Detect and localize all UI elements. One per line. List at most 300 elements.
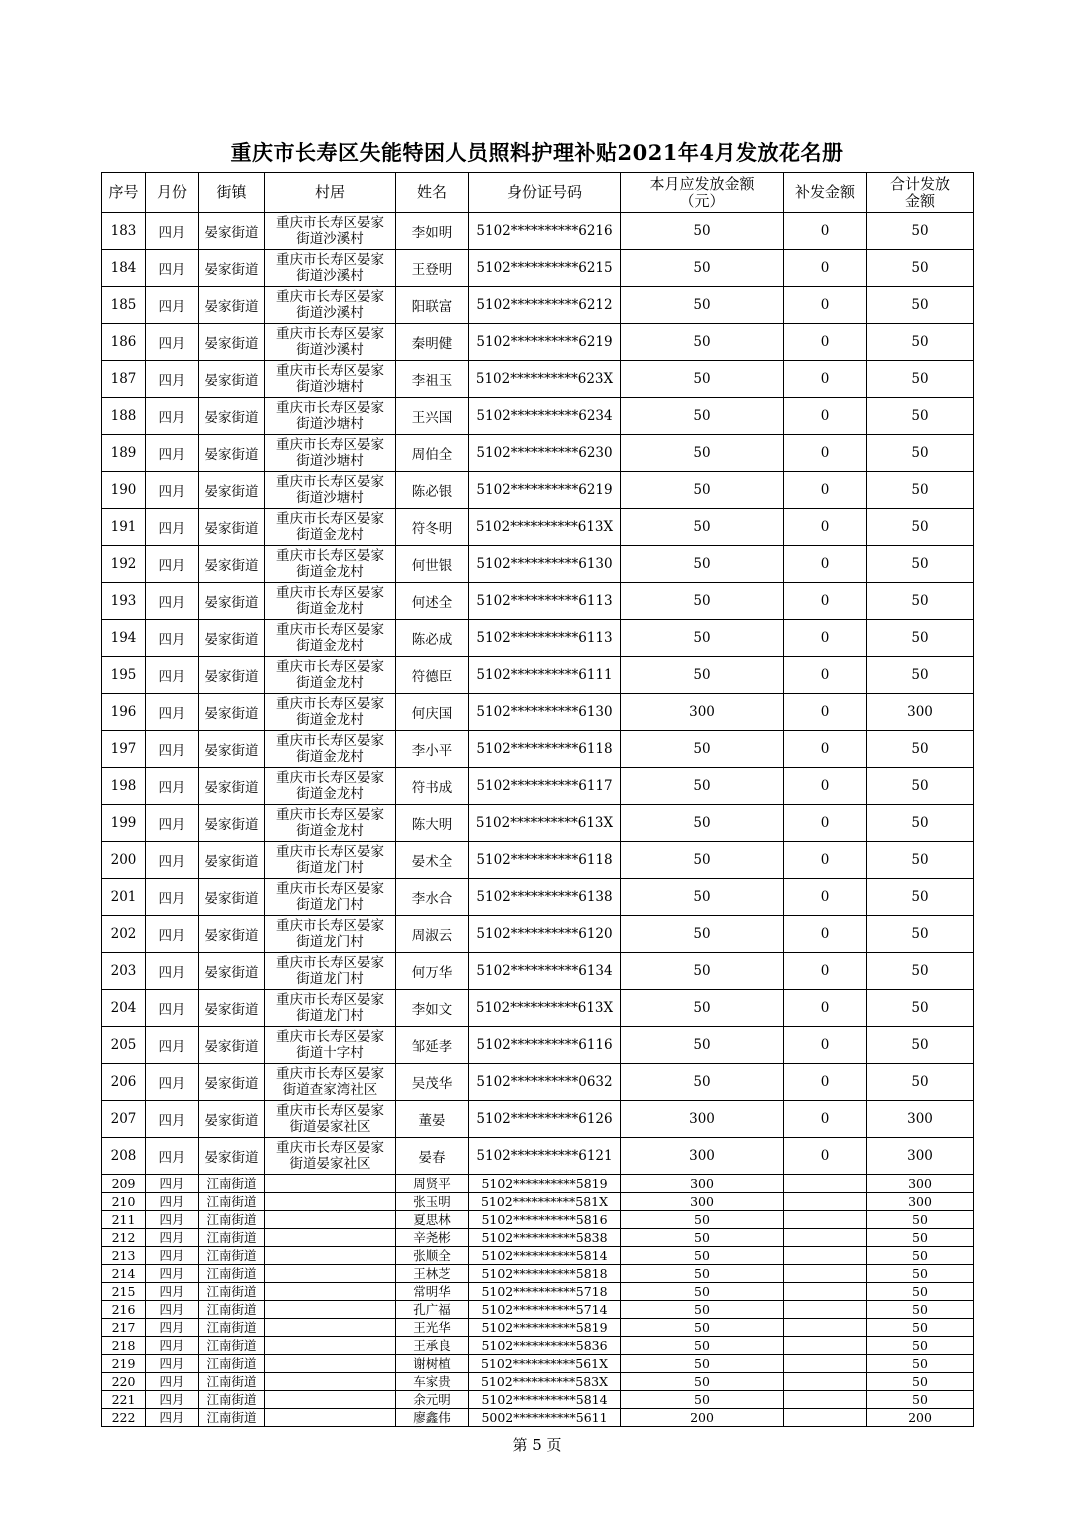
village-line: 街道龙门村 (296, 897, 364, 913)
cell-amount: 50 (621, 398, 784, 435)
cell-village (265, 953, 396, 990)
cell-village (265, 1101, 396, 1138)
cell-total: 50 (867, 842, 974, 879)
cell-amount: 50 (621, 1355, 784, 1373)
cell-month: 四月 (146, 1193, 199, 1211)
cell-total: 50 (867, 953, 974, 990)
cell-supplement: 0 (784, 1064, 867, 1101)
village-line: 街道沙塘村 (296, 453, 364, 469)
cell-total: 300 (867, 1138, 974, 1175)
cell-village (265, 1247, 396, 1265)
header-amount (621, 173, 784, 213)
village-line: 重庆市长寿区晏家 (276, 770, 384, 786)
cell-village (265, 583, 396, 620)
cell-total: 50 (867, 879, 974, 916)
cell-supplement: 0 (784, 1027, 867, 1064)
village-line: 街道金龙村 (296, 638, 364, 654)
cell-supplement: 0 (784, 213, 867, 250)
cell-id: 5102**********5714 (469, 1301, 621, 1319)
cell-no: 206 (102, 1064, 146, 1101)
cell-month: 四月 (146, 1355, 199, 1373)
village-line: 重庆市长寿区晏家 (276, 215, 384, 231)
cell-name: 吴茂华 (396, 1064, 469, 1101)
table-row (102, 1265, 974, 1283)
cell-month: 四月 (146, 250, 199, 287)
cell-id: 5102**********583X (469, 1373, 621, 1391)
cell-amount: 300 (621, 1193, 784, 1211)
table-row (102, 324, 974, 361)
cell-name: 晏春 (396, 1138, 469, 1175)
cell-supplement: 0 (784, 916, 867, 953)
cell-village (265, 1319, 396, 1337)
cell-supplement (784, 1229, 867, 1247)
cell-supplement (784, 1391, 867, 1409)
cell-month: 四月 (146, 1409, 199, 1427)
cell-id: 5102**********613X (469, 990, 621, 1027)
cell-amount: 50 (621, 620, 784, 657)
cell-town: 江南街道 (199, 1409, 265, 1427)
cell-month: 四月 (146, 287, 199, 324)
cell-village (265, 287, 396, 324)
cell-name: 陈必成 (396, 620, 469, 657)
cell-total: 50 (867, 1265, 974, 1283)
cell-amount: 50 (621, 657, 784, 694)
cell-village (265, 620, 396, 657)
table-row (102, 1373, 974, 1391)
cell-name: 何述全 (396, 583, 469, 620)
table-row (102, 1193, 974, 1211)
cell-total: 50 (867, 213, 974, 250)
cell-id: 5102**********5816 (469, 1211, 621, 1229)
cell-name: 李如文 (396, 990, 469, 1027)
cell-town: 江南街道 (199, 1211, 265, 1229)
cell-town: 晏家街道 (199, 768, 265, 805)
cell-amount: 50 (621, 213, 784, 250)
cell-amount: 50 (621, 287, 784, 324)
cell-supplement: 0 (784, 731, 867, 768)
cell-town: 晏家街道 (199, 546, 265, 583)
cell-amount: 50 (621, 1301, 784, 1319)
table-row (102, 398, 974, 435)
cell-village (265, 990, 396, 1027)
cell-id: 5102**********6118 (469, 842, 621, 879)
village-line: 重庆市长寿区晏家 (276, 585, 384, 601)
cell-name: 张顺全 (396, 1247, 469, 1265)
cell-amount: 50 (621, 1211, 784, 1229)
cell-village (265, 694, 396, 731)
village-line: 重庆市长寿区晏家 (276, 474, 384, 490)
table-row (102, 435, 974, 472)
cell-town: 江南街道 (199, 1319, 265, 1337)
cell-town: 晏家街道 (199, 842, 265, 879)
cell-id: 5102**********5814 (469, 1391, 621, 1409)
cell-id: 5102**********5836 (469, 1337, 621, 1355)
cell-amount: 50 (621, 842, 784, 879)
cell-town: 江南街道 (199, 1247, 265, 1265)
village-line: 重庆市长寿区晏家 (276, 400, 384, 416)
cell-supplement: 0 (784, 879, 867, 916)
cell-no: 200 (102, 842, 146, 879)
cell-supplement (784, 1265, 867, 1283)
village-line: 街道沙溪村 (296, 342, 364, 358)
header-town: 街镇 (199, 173, 265, 213)
cell-town: 晏家街道 (199, 435, 265, 472)
cell-name: 李小平 (396, 731, 469, 768)
village-line: 重庆市长寿区晏家 (276, 1140, 384, 1156)
cell-no: 212 (102, 1229, 146, 1247)
page-number: 第 5 页 (512, 1436, 562, 1454)
cell-town: 晏家街道 (199, 916, 265, 953)
cell-name: 李如明 (396, 213, 469, 250)
cell-supplement (784, 1337, 867, 1355)
cell-supplement: 0 (784, 805, 867, 842)
cell-month: 四月 (146, 1027, 199, 1064)
cell-month: 四月 (146, 324, 199, 361)
cell-village (265, 509, 396, 546)
cell-month: 四月 (146, 1301, 199, 1319)
cell-amount: 50 (621, 1027, 784, 1064)
village-line: 街道晏家社区 (289, 1119, 371, 1135)
cell-id: 5102**********6126 (469, 1101, 621, 1138)
cell-town: 晏家街道 (199, 1064, 265, 1101)
cell-no: 213 (102, 1247, 146, 1265)
cell-name: 阳联富 (396, 287, 469, 324)
village-line: 重庆市长寿区晏家 (276, 1029, 384, 1045)
cell-amount: 50 (621, 1373, 784, 1391)
cell-id: 5102**********6230 (469, 435, 621, 472)
table-row (102, 694, 974, 731)
cell-amount: 50 (621, 1064, 784, 1101)
cell-town: 江南街道 (199, 1391, 265, 1409)
cell-name: 夏思林 (396, 1211, 469, 1229)
table-row (102, 361, 974, 398)
cell-amount: 50 (621, 583, 784, 620)
cell-village (265, 1027, 396, 1064)
cell-month: 四月 (146, 657, 199, 694)
village-line: 街道金龙村 (296, 564, 364, 580)
cell-id: 5102**********6111 (469, 657, 621, 694)
cell-no: 194 (102, 620, 146, 657)
header-total-line2: 金额 (904, 191, 935, 210)
cell-no: 208 (102, 1138, 146, 1175)
cell-supplement: 0 (784, 694, 867, 731)
cell-supplement (784, 1211, 867, 1229)
cell-supplement: 0 (784, 1138, 867, 1175)
cell-amount: 50 (621, 768, 784, 805)
village-line: 重庆市长寿区晏家 (276, 363, 384, 379)
cell-village (265, 1355, 396, 1373)
cell-total: 50 (867, 1391, 974, 1409)
cell-month: 四月 (146, 583, 199, 620)
cell-supplement (784, 1193, 867, 1211)
table-row (102, 213, 974, 250)
cell-month: 四月 (146, 509, 199, 546)
cell-no: 199 (102, 805, 146, 842)
cell-month: 四月 (146, 1101, 199, 1138)
cell-total: 50 (867, 435, 974, 472)
cell-name: 秦明健 (396, 324, 469, 361)
cell-total: 50 (867, 472, 974, 509)
village-line: 街道沙塘村 (296, 379, 364, 395)
cell-month: 四月 (146, 1283, 199, 1301)
cell-month: 四月 (146, 1337, 199, 1355)
cell-total: 50 (867, 1064, 974, 1101)
cell-no: 221 (102, 1391, 146, 1409)
table-row (102, 250, 974, 287)
cell-id: 5102**********6120 (469, 916, 621, 953)
cell-month: 四月 (146, 805, 199, 842)
cell-id: 5102**********6216 (469, 213, 621, 250)
cell-supplement: 0 (784, 546, 867, 583)
cell-no: 217 (102, 1319, 146, 1337)
cell-village (265, 1211, 396, 1229)
cell-town: 晏家街道 (199, 583, 265, 620)
cell-amount: 50 (621, 361, 784, 398)
cell-id: 5102**********6113 (469, 583, 621, 620)
cell-total: 50 (867, 583, 974, 620)
cell-supplement: 0 (784, 620, 867, 657)
cell-village (265, 361, 396, 398)
cell-amount: 50 (621, 916, 784, 953)
cell-month: 四月 (146, 731, 199, 768)
cell-id: 5102**********6116 (469, 1027, 621, 1064)
table-row (102, 1391, 974, 1409)
village-line: 街道龙门村 (296, 1008, 364, 1024)
table-row (102, 1211, 974, 1229)
cell-total: 50 (867, 1319, 974, 1337)
table-row (102, 1283, 974, 1301)
cell-supplement: 0 (784, 509, 867, 546)
cell-total: 50 (867, 1373, 974, 1391)
cell-supplement: 0 (784, 287, 867, 324)
cell-total: 50 (867, 1247, 974, 1265)
cell-id: 5102**********5819 (469, 1175, 621, 1193)
village-line: 重庆市长寿区晏家 (276, 1066, 384, 1082)
cell-no: 205 (102, 1027, 146, 1064)
cell-total: 50 (867, 768, 974, 805)
cell-total: 50 (867, 398, 974, 435)
cell-no: 189 (102, 435, 146, 472)
cell-no: 219 (102, 1355, 146, 1373)
cell-village (265, 213, 396, 250)
cell-month: 四月 (146, 1064, 199, 1101)
cell-no: 192 (102, 546, 146, 583)
table-row (102, 509, 974, 546)
cell-total: 50 (867, 546, 974, 583)
header-month: 月份 (146, 173, 199, 213)
cell-village (265, 731, 396, 768)
cell-id: 5102**********6215 (469, 250, 621, 287)
cell-amount: 50 (621, 1247, 784, 1265)
cell-month: 四月 (146, 768, 199, 805)
cell-no: 198 (102, 768, 146, 805)
cell-town: 晏家街道 (199, 287, 265, 324)
cell-no: 210 (102, 1193, 146, 1211)
cell-village (265, 805, 396, 842)
table-body (102, 213, 974, 1427)
cell-month: 四月 (146, 1175, 199, 1193)
cell-amount: 50 (621, 435, 784, 472)
cell-village (265, 398, 396, 435)
cell-total: 50 (867, 509, 974, 546)
cell-supplement: 0 (784, 842, 867, 879)
table-row (102, 1247, 974, 1265)
cell-no: 209 (102, 1175, 146, 1193)
cell-village (265, 1301, 396, 1319)
cell-month: 四月 (146, 1319, 199, 1337)
cell-month: 四月 (146, 842, 199, 879)
table-row (102, 620, 974, 657)
cell-village (265, 1391, 396, 1409)
cell-id: 5102**********6219 (469, 472, 621, 509)
header-amount-line2: （元） (679, 191, 725, 210)
cell-total: 300 (867, 1193, 974, 1211)
cell-month: 四月 (146, 990, 199, 1027)
village-line: 街道沙溪村 (296, 305, 364, 321)
cell-supplement: 0 (784, 472, 867, 509)
cell-amount: 50 (621, 1265, 784, 1283)
cell-supplement (784, 1283, 867, 1301)
cell-month: 四月 (146, 435, 199, 472)
cell-amount: 50 (621, 250, 784, 287)
cell-total: 50 (867, 805, 974, 842)
cell-no: 216 (102, 1301, 146, 1319)
village-line: 重庆市长寿区晏家 (276, 622, 384, 638)
cell-name: 车家贵 (396, 1373, 469, 1391)
cell-amount: 50 (621, 990, 784, 1027)
cell-town: 晏家街道 (199, 805, 265, 842)
village-line: 重庆市长寿区晏家 (276, 955, 384, 971)
cell-name: 王林芝 (396, 1265, 469, 1283)
cell-name: 何万华 (396, 953, 469, 990)
table-row (102, 953, 974, 990)
cell-total: 50 (867, 990, 974, 1027)
cell-id: 5102**********5818 (469, 1265, 621, 1283)
cell-month: 四月 (146, 361, 199, 398)
cell-name: 王承良 (396, 1337, 469, 1355)
cell-no: 220 (102, 1373, 146, 1391)
cell-id: 5102**********5838 (469, 1229, 621, 1247)
header-village: 村居 (265, 173, 396, 213)
cell-total: 50 (867, 620, 974, 657)
cell-total: 50 (867, 916, 974, 953)
cell-name: 王兴国 (396, 398, 469, 435)
cell-total: 50 (867, 1027, 974, 1064)
village-line: 重庆市长寿区晏家 (276, 437, 384, 453)
cell-month: 四月 (146, 213, 199, 250)
cell-amount: 50 (621, 546, 784, 583)
cell-amount: 50 (621, 953, 784, 990)
table-row (102, 657, 974, 694)
cell-town: 晏家街道 (199, 1101, 265, 1138)
village-line: 街道龙门村 (296, 971, 364, 987)
cell-name: 谢树植 (396, 1355, 469, 1373)
cell-id: 5102**********6130 (469, 546, 621, 583)
village-line: 街道十字村 (296, 1045, 364, 1061)
cell-total: 50 (867, 361, 974, 398)
table-row (102, 1027, 974, 1064)
cell-village (265, 1409, 396, 1427)
village-line: 重庆市长寿区晏家 (276, 807, 384, 823)
cell-supplement: 0 (784, 657, 867, 694)
cell-town: 晏家街道 (199, 990, 265, 1027)
cell-month: 四月 (146, 694, 199, 731)
cell-town: 晏家街道 (199, 620, 265, 657)
cell-month: 四月 (146, 953, 199, 990)
table-row (102, 1337, 974, 1355)
cell-total: 50 (867, 1229, 974, 1247)
table-row (102, 546, 974, 583)
cell-id: 5102**********5718 (469, 1283, 621, 1301)
table-row (102, 1229, 974, 1247)
header-total (867, 173, 974, 213)
cell-supplement: 0 (784, 435, 867, 472)
cell-total: 50 (867, 1337, 974, 1355)
cell-amount: 300 (621, 1138, 784, 1175)
cell-village (265, 842, 396, 879)
cell-id: 5102**********6121 (469, 1138, 621, 1175)
cell-town: 晏家街道 (199, 953, 265, 990)
cell-town: 江南街道 (199, 1265, 265, 1283)
cell-town: 江南街道 (199, 1337, 265, 1355)
cell-town: 江南街道 (199, 1355, 265, 1373)
cell-id: 5102**********6117 (469, 768, 621, 805)
village-line: 街道金龙村 (296, 527, 364, 543)
cell-no: 204 (102, 990, 146, 1027)
header-name: 姓名 (396, 173, 469, 213)
cell-town: 晏家街道 (199, 694, 265, 731)
cell-name: 符德臣 (396, 657, 469, 694)
cell-id: 5102**********6130 (469, 694, 621, 731)
cell-amount: 50 (621, 731, 784, 768)
cell-no: 202 (102, 916, 146, 953)
cell-amount: 50 (621, 1283, 784, 1301)
cell-name: 王登明 (396, 250, 469, 287)
table-row (102, 990, 974, 1027)
cell-name: 孔广福 (396, 1301, 469, 1319)
cell-supplement: 0 (784, 250, 867, 287)
cell-supplement: 0 (784, 953, 867, 990)
cell-total: 300 (867, 1175, 974, 1193)
cell-no: 196 (102, 694, 146, 731)
cell-total: 50 (867, 731, 974, 768)
cell-village (265, 1337, 396, 1355)
cell-name: 李水合 (396, 879, 469, 916)
cell-id: 5102**********613X (469, 509, 621, 546)
cell-village (265, 472, 396, 509)
cell-month: 四月 (146, 1211, 199, 1229)
cell-amount: 50 (621, 1319, 784, 1337)
table-row (102, 1101, 974, 1138)
cell-amount: 50 (621, 805, 784, 842)
village-line: 重庆市长寿区晏家 (276, 918, 384, 934)
cell-no: 185 (102, 287, 146, 324)
cell-month: 四月 (146, 1247, 199, 1265)
cell-town: 晏家街道 (199, 731, 265, 768)
cell-month: 四月 (146, 916, 199, 953)
cell-amount: 50 (621, 324, 784, 361)
cell-id: 5102**********6134 (469, 953, 621, 990)
cell-total: 50 (867, 657, 974, 694)
table-row (102, 1319, 974, 1337)
header-total-line1: 合计发放 (889, 174, 950, 193)
cell-month: 四月 (146, 1265, 199, 1283)
cell-id: 5102**********6212 (469, 287, 621, 324)
village-line: 街道沙塘村 (296, 490, 364, 506)
village-line: 街道金龙村 (296, 675, 364, 691)
cell-village (265, 546, 396, 583)
cell-name: 周伯全 (396, 435, 469, 472)
